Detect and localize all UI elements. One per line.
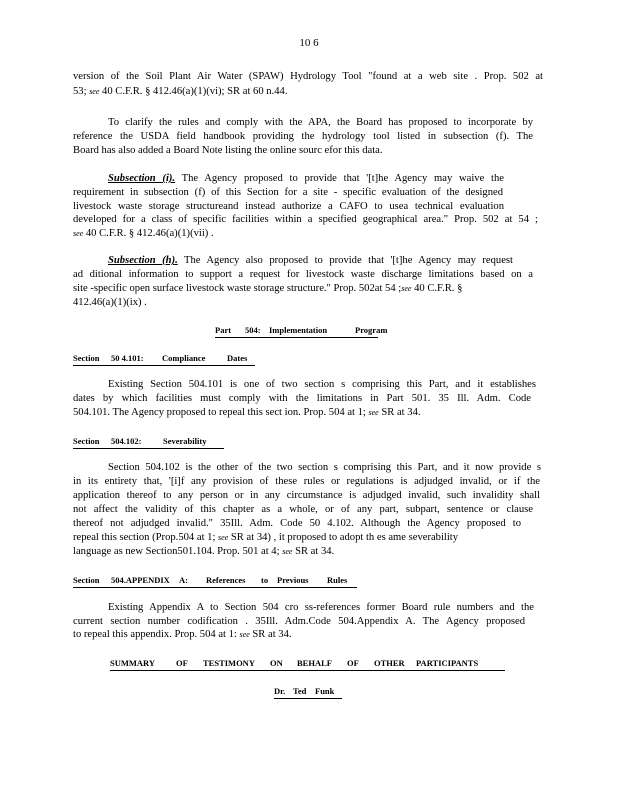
subsection-i-label: Subsection (i). xyxy=(108,173,176,184)
para6-line7: language as new Section501.104. Prop. 501 at 4; see SR at 34. xyxy=(73,546,335,557)
para2-line3: Board has also added a Board Note listing the online sourc efor this data. xyxy=(73,145,383,156)
para5-line2: dates by which facilities must comply with the limitations in Part 501. 35 Ill. Adm. Code xyxy=(73,393,531,404)
para2-line2: reference the USDA field handbook providing the hydrology tool listed in subsection (f). The xyxy=(73,131,533,142)
summary-heading: SUMMARY OF TESTIMONY ON BEHALF OF OTHER PARTICIPANTS xyxy=(110,658,505,671)
dr-ted-funk-heading: Dr. Ted Funk xyxy=(274,686,342,699)
para2-line1: To clarify the rules and comply with the APA, the Board has proposed to incorporate by xyxy=(108,117,533,128)
part-504-heading: Part 504: Implementation Program xyxy=(215,325,378,338)
para4-line2: ad ditional information to support a request for livestock waste discharge limitations based on a xyxy=(73,269,533,280)
para6-line5: thereof not adjudged invalid." 35Ill. Adm. Code 50 4.102. Although the Agency proposed to xyxy=(73,518,521,529)
para6-line6: repeal this section (Prop.504 at 1; see SR at 34) , it proposed to adopt th es ame severability xyxy=(73,532,459,543)
section-504-appendix-heading: Section 504.APPENDIX A: References to Previous Rules xyxy=(73,575,357,588)
para1-line2: 53; see 40 C.F.R. § 412.46(a)(1)(vi); SR at 60 n.44. xyxy=(73,86,288,97)
para3-line5: see 40 C.F.R. § 412.46(a)(1)(vii) . xyxy=(73,228,214,239)
para6-line1: Section 504.102 is the other of the two section s comprising this Part, and it now provide s xyxy=(108,462,541,473)
para6-line2: in its entirety that, '[i]f any provision of these rules or regulations is adjudged invalid, or if the xyxy=(73,476,540,487)
para3-line2: requirement in subsection (f) of this Section for a site - specific evaluation of the designed xyxy=(73,187,503,198)
para1-line1: version of the Soil Plant Air Water (SPAW) Hydrology Tool "found at a web site . Prop. 502 at xyxy=(73,71,543,82)
para7-line3: to repeal this appendix. Prop. 504 at 1: see SR at 34. xyxy=(73,629,292,640)
section-504-102-heading: Section 504.102: Severability xyxy=(73,436,224,449)
para3-line3: livestock waste storage structureand instead authorize a CAFO to usea technical evaluation xyxy=(73,201,504,212)
para5-line3: 504.101. The Agency proposed to repeal this sect ion. Prop. 504 at 1; see SR at 34. xyxy=(73,407,421,418)
para3-line1: Subsection (i). The Agency proposed to provide that '[t]he Agency may waive the xyxy=(108,173,504,184)
subsection-h-label: Subsection (h). xyxy=(108,255,178,266)
para4-line1: Subsection (h). The Agency also proposed to provide that '[t]he Agency may request xyxy=(108,255,513,266)
para4-line4: 412.46(a)(1)(ix) . xyxy=(73,297,147,308)
page-number: 10 6 xyxy=(299,37,319,49)
para5-line1: Existing Section 504.101 is one of two section s comprising this Part, and it establishes xyxy=(108,379,536,390)
para6-line3: application thereof to any person or in any circumstance is adjudged invalid, such invalidity shall xyxy=(73,490,540,501)
para3-line4: developed for a class of specific facilities within a specified geographical area." Prop. 502 at 54 ; xyxy=(73,214,538,225)
section-504-101-heading: Section 50 4.101: Compliance Dates xyxy=(73,353,255,366)
para4-line3: site -specific open surface livestock waste storage structure." Prop. 502at 54 ;see 40 C.F.R. § xyxy=(73,283,463,294)
para7-line1: Existing Appendix A to Section 504 cro ss-references former Board rule numbers and the xyxy=(108,602,534,613)
para6-line4: not affect the validity of this chapter as a whole, or of any part, subpart, sentence or clause xyxy=(73,504,533,515)
para7-line2: current section number codification . 35Ill. Adm.Code 504.Appendix A. The Agency proposed xyxy=(73,616,525,627)
